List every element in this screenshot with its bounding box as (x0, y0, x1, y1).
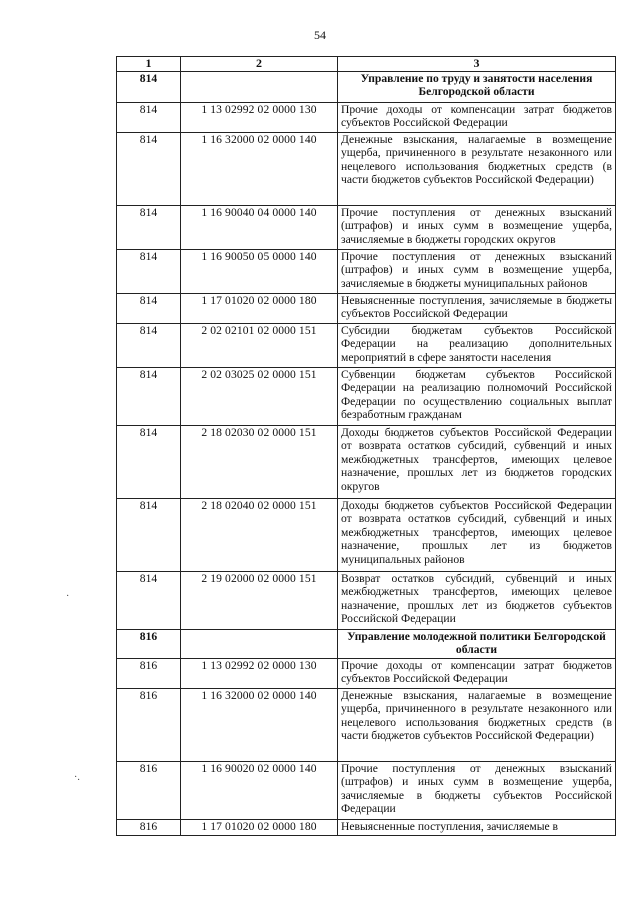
table-row (117, 688, 616, 761)
income-description-cell: Прочие доходы от компенсации затрат бюджетов субъектов Российской Федерации (338, 658, 616, 688)
table-row (117, 498, 616, 571)
budget-classification-code-cell: 2 02 03025 02 0000 151 (181, 367, 338, 425)
admin-code-cell: 816 (117, 658, 181, 688)
table-row (117, 367, 616, 425)
income-description-cell: Прочие поступления от денежных взысканий (штрафов) и иных сумм в возмещение ущерба, зачисляемые в бюджеты субъектов Российской Федерации (338, 761, 616, 819)
table-row (117, 205, 616, 249)
budget-classification-code-cell: 1 17 01020 02 0000 180 (181, 293, 338, 323)
income-description-cell: Денежные взыскания, налагаемые в возмещение ущерба, причиненного в результате незаконного или нецелевого использования бюджетных средств (в части бюджетов субъектов Российской Федерации) (338, 688, 616, 761)
budget-classification-code-cell (181, 629, 338, 658)
income-description-cell: Управление по труду и занятости населения Белгородской области (338, 71, 616, 102)
budget-classification-code-cell: 1 16 32000 02 0000 140 (181, 132, 338, 205)
income-description-cell: Доходы бюджетов субъектов Российской Федерации от возврата остатков субсидий, субвенций и иных межбюджетных трансфертов, имеющих целевое назначение, прошлых лет из бюджетов городских округов (338, 425, 616, 498)
column-header-1: 1 (117, 57, 181, 72)
income-description-cell: Управление молодежной политики Белгородской области (338, 629, 616, 658)
admin-code-cell: 814 (117, 249, 181, 293)
budget-classification-code-cell: 2 19 02000 02 0000 151 (181, 571, 338, 629)
budget-classification-code-cell: 1 16 90050 05 0000 140 (181, 249, 338, 293)
scan-mark: ·. (74, 772, 80, 783)
income-description-cell: Невыясненные поступления, зачисляемые в (338, 819, 616, 835)
table-row (117, 249, 616, 293)
section-header-row (117, 71, 616, 102)
budget-classification-code-cell: 1 16 90040 04 0000 140 (181, 205, 338, 249)
income-description-cell: Прочие поступления от денежных взысканий (штрафов) и иных сумм в возмещение ущерба, зачисляемые в бюджеты городских округов (338, 205, 616, 249)
table-row (117, 571, 616, 629)
column-header-3: 3 (338, 57, 616, 72)
budget-classification-code-cell: 1 16 90020 02 0000 140 (181, 761, 338, 819)
table-row (117, 819, 616, 835)
table-body (117, 71, 616, 835)
column-header-2: 2 (181, 57, 338, 72)
income-description-cell: Прочие доходы от компенсации затрат бюджетов субъектов Российской Федерации (338, 102, 616, 132)
admin-code-cell: 816 (117, 629, 181, 658)
budget-classification-code-cell: 2 02 02101 02 0000 151 (181, 323, 338, 367)
admin-code-cell: 814 (117, 425, 181, 498)
table-row (117, 293, 616, 323)
table-row (117, 102, 616, 132)
admin-code-cell: 814 (117, 102, 181, 132)
income-description-cell: Денежные взыскания, налагаемые в возмещение ущерба, причиненного в результате незаконного или нецелевого использования бюджетных средств (в части бюджетов субъектов Российской Федерации) (338, 132, 616, 205)
income-description-cell: Субсидии бюджетам субъектов Российской Федерации на реализацию дополнительных мероприятий в сфере занятости населения (338, 323, 616, 367)
table-header-row (117, 57, 616, 72)
budget-classification-code-cell: 1 13 02992 02 0000 130 (181, 102, 338, 132)
income-description-cell: Субвенции бюджетам субъектов Российской Федерации на реализацию полномочий Российской Федерации по осуществлению социальных выплат безработным гражданам (338, 367, 616, 425)
admin-code-cell: 816 (117, 761, 181, 819)
admin-code-cell: 814 (117, 205, 181, 249)
income-description-cell: Возврат остатков субсидий, субвенций и иных межбюджетных трансфертов, имеющих целевое назначение, прошлых лет из бюджетов субъектов Российской Федерации (338, 571, 616, 629)
page-number: 54 (314, 28, 326, 42)
table-row (117, 425, 616, 498)
budget-classification-code-cell: 1 17 01020 02 0000 180 (181, 819, 338, 835)
admin-code-cell: 814 (117, 132, 181, 205)
income-codes-table (116, 56, 616, 836)
budget-classification-code-cell: 2 18 02040 02 0000 151 (181, 498, 338, 571)
admin-code-cell: 814 (117, 571, 181, 629)
admin-code-cell: 814 (117, 293, 181, 323)
admin-code-cell: 814 (117, 71, 181, 102)
table-row (117, 323, 616, 367)
scan-mark: · (66, 591, 70, 602)
budget-classification-code-cell: 1 13 02992 02 0000 130 (181, 658, 338, 688)
table-row (117, 761, 616, 819)
section-header-row (117, 629, 616, 658)
admin-code-cell: 814 (117, 323, 181, 367)
admin-code-cell: 814 (117, 498, 181, 571)
admin-code-cell: 814 (117, 367, 181, 425)
budget-classification-code-cell: 2 18 02030 02 0000 151 (181, 425, 338, 498)
table-row (117, 658, 616, 688)
table-row (117, 132, 616, 205)
admin-code-cell: 816 (117, 819, 181, 835)
income-description-cell: Доходы бюджетов субъектов Российской Федерации от возврата остатков субсидий, субвенций и иных межбюджетных трансфертов, имеющих целевое назначение, прошлых лет из бюджетов муниципальных районов (338, 498, 616, 571)
income-description-cell: Невыясненные поступления, зачисляемые в бюджеты субъектов Российской Федерации (338, 293, 616, 323)
income-description-cell: Прочие поступления от денежных взысканий (штрафов) и иных сумм в возмещение ущерба, зачисляемые в бюджеты муниципальных районов (338, 249, 616, 293)
budget-classification-code-cell: 1 16 32000 02 0000 140 (181, 688, 338, 761)
admin-code-cell: 816 (117, 688, 181, 761)
budget-classification-code-cell (181, 71, 338, 102)
